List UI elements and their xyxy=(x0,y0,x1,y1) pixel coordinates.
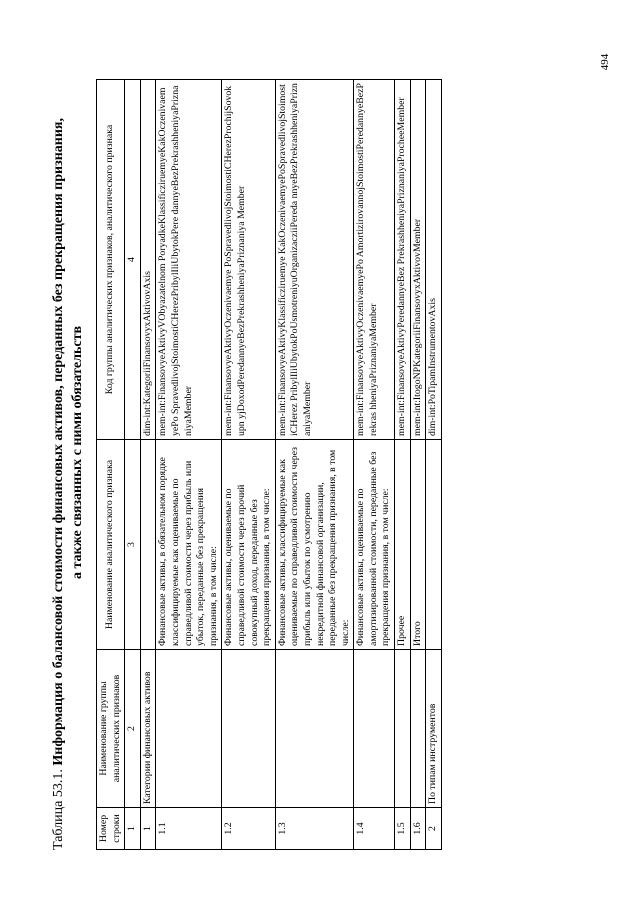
index-row xyxy=(125,80,141,850)
group-name xyxy=(395,650,411,808)
code-cell: dim-int:PoTipamInstrumentovAxis xyxy=(426,80,442,440)
row-number: 1.3 xyxy=(275,808,354,850)
row-number: 1.4 xyxy=(354,808,395,850)
header-group-name: Наименование группы аналитических признаков xyxy=(97,650,125,808)
page-number: 494 xyxy=(599,53,611,71)
attribute-name: Финансовые активы, классифицируемые как оцениваемые по справедливой стоимости через прибыль или убыток по усмотрению некредитной финансовой организации, переданные без прекращения признания, в том числе: xyxy=(275,440,354,650)
row-number: 1.5 xyxy=(395,808,411,850)
attribute-name: Финансовые активы, оцениваемые по амортизированной стоимости, переданные без прекращения признания, в том числе: xyxy=(354,440,395,650)
attribute-name: Финансовые активы, оцениваемые по справедливой стоимости через прочий совокупный доход, переданные без прекращения признания, в том числе: xyxy=(222,440,275,650)
attribute-name xyxy=(140,440,156,650)
code-cell: mem-int:FinansovyeAktivyVObyazatelnom PoryadkeKlassificziruemyeKakOczenivaemyePo SpravedlivojStoimostiCHerezPribylIliUbytokPere dannyeBezPrekrashheniyaPriznaniyaMember xyxy=(156,80,222,440)
row-number: 1.1 xyxy=(156,808,222,850)
group-name xyxy=(410,650,426,808)
group-name: По типам инструментов xyxy=(426,650,442,808)
table-row xyxy=(275,80,354,850)
header-row xyxy=(97,80,125,850)
code-cell: mem-int:ItogoNPKategoriiFinansovyxAktivovMember xyxy=(410,80,426,440)
index-cell: 2 xyxy=(125,650,141,808)
group-name xyxy=(275,650,354,808)
table-row xyxy=(140,80,156,850)
row-number: 1.2 xyxy=(222,808,275,850)
row-number: 2 xyxy=(426,808,442,850)
table-row xyxy=(426,80,442,850)
data-table xyxy=(96,79,442,850)
row-number: 1.6 xyxy=(410,808,426,850)
group-name xyxy=(354,650,395,808)
attribute-name: Финансовые активы, в обязательном порядке классифицируемые как оцениваемые по справедливой стоимости через прибыль или убыток, переданные без прекращения признания, в том числе: xyxy=(156,440,222,650)
header-attribute-name: Наименование аналитического признака xyxy=(97,440,125,650)
table-row xyxy=(222,80,275,850)
header-code: Код группы аналитических признаков, аналитического признака xyxy=(97,80,125,440)
code-cell: mem-int:FinansovyeAktivyOczenivaemyePo AmortizirovannojStoimostiPeredannyeBezPrekras hheniyaPriznaniyaMember xyxy=(354,80,395,440)
code-cell: dim-int:KategoriiFinansovyxAktivovAxis xyxy=(140,80,156,440)
caption-title-line2: а также связанных с ними обязательств xyxy=(70,325,85,580)
index-cell: 4 xyxy=(125,80,141,440)
code-cell: mem-int:FinansovyeAktivyPeredannyeBez PrekrashheniyaPriznaniyaProcheeMember xyxy=(395,80,411,440)
index-cell: 1 xyxy=(125,808,141,850)
attribute-name: Прочее xyxy=(395,440,411,650)
table-row xyxy=(395,80,411,850)
caption-prefix: Таблица 53.1. xyxy=(51,769,66,850)
group-name xyxy=(156,650,222,808)
index-cell: 3 xyxy=(125,440,141,650)
table-caption xyxy=(49,55,87,850)
rotated-page-content xyxy=(49,55,609,850)
code-cell: mem-int:FinansovyeAktivyOczenivaemye PoSpravedlivojStoimostiCHerezProchijSovokupn yjDoxodPeredannyeBezPrekrashheniyaPriznaniya Member xyxy=(222,80,275,440)
header-row-number: Номер строки xyxy=(97,808,125,850)
group-name: Категории финансовых активов xyxy=(140,650,156,808)
attribute-name xyxy=(426,440,442,650)
group-name xyxy=(222,650,275,808)
table-row xyxy=(354,80,395,850)
attribute-name: Итого xyxy=(410,440,426,650)
table-row xyxy=(156,80,222,850)
row-number: 1 xyxy=(140,808,156,850)
code-cell: mem-int:FinansovyeAktivyKlassificziruemye KakOczenivaemyePoSpravedlivojStoimostiCHerez PribylIliUbytokPoUsmotreniyuOrganizacziiPereda nnyeBezPrekrashheniyaPriznaniyaMember xyxy=(275,80,354,440)
caption-title-line1: Информация о балансовой стоимости финансовых активов, переданных без прекращения признания, xyxy=(51,118,66,766)
table-row xyxy=(410,80,426,850)
